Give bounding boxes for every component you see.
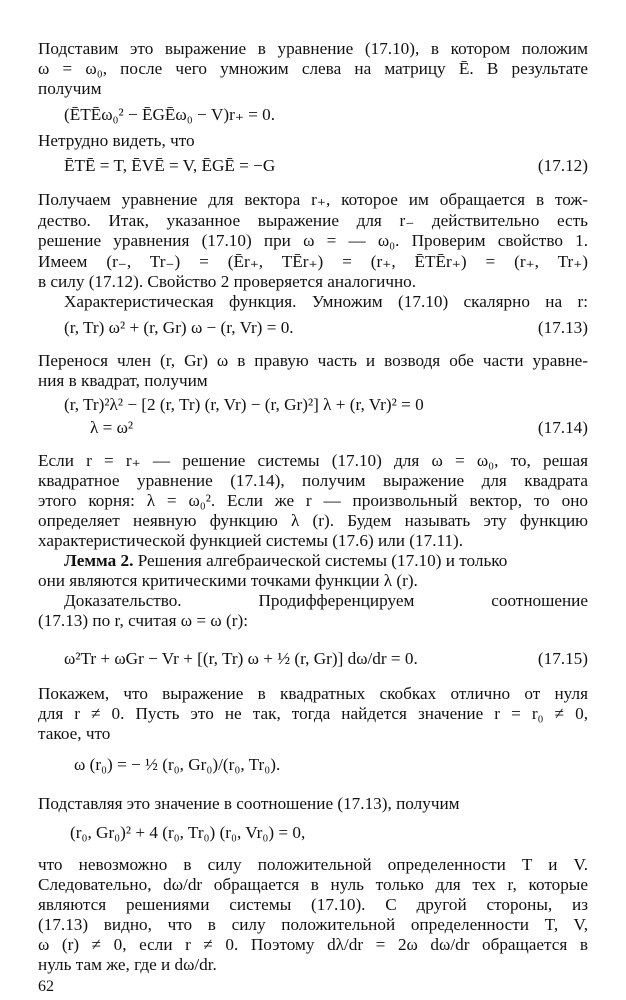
equation: (r, Tr) ω² + (r, Gr) ω − (r, Vr) = 0. [64,318,294,337]
text-line: являются решениями системы (17.10). С другой стороны, из [38,895,588,914]
text-line: ния в квадрат, получим [38,371,208,390]
text-line: Доказательство. Продифференцируем соотношение [64,591,588,610]
text-line: (17.13) видно, что в силу положительной определенности T, V, [38,915,588,934]
lemma-text: Решения алгебраической системы (17.10) и только [137,551,508,570]
text-line: такое, что [38,724,111,743]
text-line: Нетрудно видеть, что [38,131,195,150]
text-line: характеристической функцией системы (17.6) или (17.11). [38,531,464,550]
lemma-line [64,550,588,572]
text-line: Имеем (r₋, Tr₋) = (Ēr₊, TĒr₊) = (r₊, ĒTĒr₊) = (r₊, Tr₊) [38,252,588,271]
equation-number: (17.13) [537,318,588,337]
text-line: получим [38,79,102,98]
text-line: дество. Итак, указанное выражение для r₋ действительно есть [38,211,588,230]
equation: ĒTĒ = T, ĒVĒ = V, ĒGĒ = −G [64,156,276,175]
text-line: в силу (17.12). Свойство 2 проверяется аналогично. [38,272,417,291]
text-line: они являются критическими точками функции λ (r). [38,571,418,590]
equation: (r₀, Gr₀)² + 4 (r₀, Tr₀) (r₀, Vr₀) = 0, [70,823,306,842]
text-line: что невозможно в силу положительной определенности T и V. [38,855,588,874]
equation-number: (17.12) [537,156,588,175]
text-line: для r ≠ 0. Пусть это не так, тогда найдется значение r = r₀ ≠ 0, [38,704,588,723]
equation: λ = ω² [90,418,134,437]
equation: ω (r₀) = − ½ (r₀, Gr₀)/(r₀, Tr₀). [74,755,281,774]
text-line: Характеристическая функция. Умножим (17.10) скалярно на r: [64,292,588,311]
text-line: определяет неявную функцию λ (r). Будем называть эту функцию [38,511,588,530]
text-line: Следовательно, dω/dr обращается в нуль только для тех r, которые [38,875,588,894]
equation: (ĒTĒω₀² − ĒGĒω₀ − V)r₊ = 0. [64,105,276,124]
text-line: нуль там же, где и dω/dr. [38,955,217,974]
text-line: квадратное уравнение (17.14), получим выражение для квадрата [38,471,588,490]
text-line: ω (r) ≠ 0, если r ≠ 0. Поэтому dλ/dr = 2ω dω/dr обращается в [38,935,588,954]
text-line: Подставляя это значение в соотношение (17.13), получим [38,794,460,813]
text-line: решение уравнения (17.10) при ω = — ω₀. Проверим свойство 1. [38,231,588,250]
text-line: (17.13) по r, считая ω = ω (r): [38,611,248,630]
text-line: Подставим это выражение в уравнение (17.10), в котором положим [38,39,588,58]
text-line: ω = ω₀, после чего умножим слева на матрицу Ē. В результате [38,59,588,78]
equation-number: (17.15) [537,649,588,668]
lemma-heading: Лемма 2. [64,551,134,570]
text-line: Получаем уравнение для вектора r₊, которое им обращается в тож- [38,190,588,209]
text-line: Перенося член (r, Gr) ω в правую часть и возводя обе части уравне- [38,351,588,370]
equation: (r, Tr)²λ² − [2 (r, Tr) (r, Vr) − (r, Gr)²] λ + (r, Vr)² = 0 [64,395,424,414]
equation-number: (17.14) [537,418,588,437]
text-line: этого корня: λ = ω₀². Если же r — произвольный вектор, то оно [38,491,588,510]
text-line: Покажем, что выражение в квадратных скобках отлично от нуля [38,684,588,703]
text-line: Если r = r₊ — решение системы (17.10) для ω = ω₀, то, решая [38,451,588,470]
equation: ω²Tr + ωGr − Vr + [(r, Tr) ω + ½ (r, Gr)] dω/dr = 0. [64,649,418,668]
page-number: 62 [38,978,54,995]
